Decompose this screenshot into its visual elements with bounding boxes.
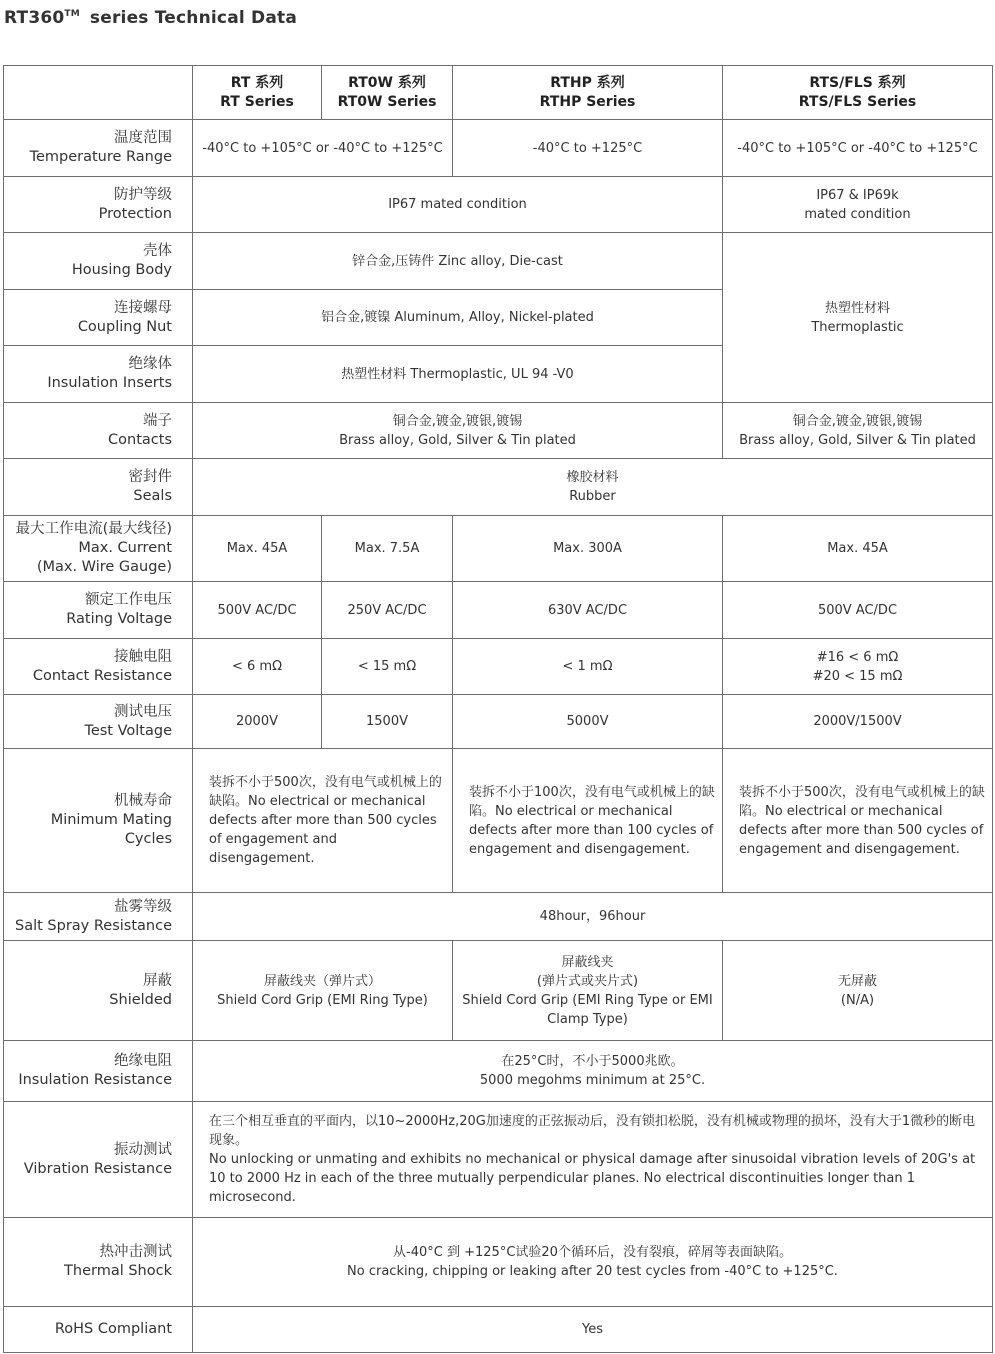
cell-voltage-rt0w: 250V AC/DC <box>322 582 453 639</box>
cell-thermal: 从-40°C 到 +125°C试验20个循环后，没有裂痕，碎屑等表面缺陷。 No cracking, chipping or leaking after 20 test cycles from -40°C to +125°C. <box>193 1218 993 1307</box>
label-salt: 盐雾等级 Salt Spray Resistance <box>4 893 193 941</box>
label-temperature: 温度范围 Temperature Range <box>4 120 193 177</box>
label-resistance: 接触电阻 Contact Resistance <box>4 639 193 695</box>
cell-current-rts: Max. 45A <box>723 516 993 582</box>
cell-resistance-rt0w: < 15 mΩ <box>322 639 453 695</box>
label-housing: 壳体 Housing Body <box>4 233 193 290</box>
cell-resistance-rthp: < 1 mΩ <box>453 639 723 695</box>
cell-resistance-rts: #16 < 6 mΩ #20 < 15 mΩ <box>723 639 993 695</box>
row-current <box>4 516 993 582</box>
cell-rts-material: 热塑性材料 Thermoplastic <box>723 233 993 403</box>
row-thermal <box>4 1218 993 1307</box>
label-mating: 机械寿命 Minimum Mating Cycles <box>4 749 193 893</box>
header-rthp: RTHP 系列 RTHP Series <box>453 66 723 120</box>
cell-voltage-rt: 500V AC/DC <box>193 582 322 639</box>
label-rohs: RoHS Compliant <box>4 1307 193 1353</box>
cell-voltage-rts: 500V AC/DC <box>723 582 993 639</box>
label-contacts: 端子 Contacts <box>4 403 193 459</box>
label-thermal: 热冲击测试 Thermal Shock <box>4 1218 193 1307</box>
label-coupling: 连接螺母 Coupling Nut <box>4 290 193 346</box>
label-shield: 屏蔽 Shielded <box>4 941 193 1041</box>
cell-contacts-rts: 铜合金,镀金,镀银,镀锡 Brass alloy, Gold, Silver & Tin plated <box>723 403 993 459</box>
cell-insres: 在25°C时，不小于5000兆欧。 5000 megohms minimum at 25°C. <box>193 1041 993 1102</box>
cell-seals: 橡胶材料 Rubber <box>193 459 993 516</box>
row-mating <box>4 749 993 893</box>
label-seals: 密封件 Seals <box>4 459 193 516</box>
cell-protection-rt: IP67 mated condition <box>193 177 723 233</box>
label-insulation-resistance: 绝缘电阻 Insulation Resistance <box>4 1041 193 1102</box>
cell-shield-rthp: 屏蔽线夹 (弹片式或夹片式) Shield Cord Grip (EMI Ring Type or EMI Clamp Type) <box>453 941 723 1041</box>
label-test-voltage: 测试电压 Test Voltage <box>4 695 193 749</box>
row-vibration <box>4 1102 993 1218</box>
cell-shield-rt: 屏蔽线夹（弹片式） Shield Cord Grip (EMI Ring Type) <box>193 941 453 1041</box>
cell-temp-rthp: -40°C to +125°C <box>453 120 723 177</box>
label-insulation: 绝缘体 Insulation Inserts <box>4 346 193 403</box>
cell-current-rthp: Max. 300A <box>453 516 723 582</box>
cell-current-rt0w: Max. 7.5A <box>322 516 453 582</box>
cell-contacts-rt: 铜合金,镀金,镀银,镀锡 Brass alloy, Gold, Silver & Tin plated <box>193 403 723 459</box>
row-contacts <box>4 403 993 459</box>
header-rt0w: RT0W 系列 RT0W Series <box>322 66 453 120</box>
row-shield <box>4 941 993 1041</box>
cell-testv-rt0w: 1500V <box>322 695 453 749</box>
row-test-voltage <box>4 695 993 749</box>
cell-testv-rts: 2000V/1500V <box>723 695 993 749</box>
cell-housing: 锌合金,压铸件 Zinc alloy, Die-cast <box>193 233 723 290</box>
cell-resistance-rt: < 6 mΩ <box>193 639 322 695</box>
cell-temp-rt: -40°C to +105°C or -40°C to +125°C <box>193 120 453 177</box>
label-vibration: 振动测试 Vibration Resistance <box>4 1102 193 1218</box>
cell-current-rt: Max. 45A <box>193 516 322 582</box>
header-rt: RT 系列 RT Series <box>193 66 322 120</box>
header-row <box>4 66 993 120</box>
cell-protection-rts: IP67 & IP69k mated condition <box>723 177 993 233</box>
cell-temp-rts: -40°C to +105°C or -40°C to +125°C <box>723 120 993 177</box>
cell-voltage-rthp: 630V AC/DC <box>453 582 723 639</box>
row-salt <box>4 893 993 941</box>
row-temperature <box>4 120 993 177</box>
row-voltage <box>4 582 993 639</box>
cell-vibration: 在三个相互垂直的平面内，以10~2000Hz,20G加速度的正弦振动后，没有锁扣松脱，没有机械或物理的损坏，没有大于1微秒的断电现象。 No unlocking or unmating and exhibits no mechanical or physical damage after sinusoidal vibration levels of 20G's at 10 to 2000 Hz in each of the three mutually perpendicular planes. No electrical discontinuities longer than 1 microsecond. <box>193 1102 993 1218</box>
label-protection: 防护等级 Protection <box>4 177 193 233</box>
label-voltage: 额定工作电压 Rating Voltage <box>4 582 193 639</box>
cell-insulation: 热塑性材料 Thermoplastic, UL 94 -V0 <box>193 346 723 403</box>
page-title: RT360™ series Technical Data <box>4 8 298 28</box>
row-resistance <box>4 639 993 695</box>
header-rts: RTS/FLS 系列 RTS/FLS Series <box>723 66 993 120</box>
cell-salt: 48hour，96hour <box>193 893 993 941</box>
cell-mating-rts: 装拆不小于500次，没有电气或机械上的缺陷。No electrical or mechanical defects after more than 500 cycles of engagement and disengagement. <box>723 749 993 893</box>
header-empty <box>4 66 193 120</box>
row-insulation-resistance <box>4 1041 993 1102</box>
label-current: 最大工作电流(最大线径) Max. Current (Max. Wire Gauge) <box>4 516 193 582</box>
cell-mating-rthp: 装拆不小于100次，没有电气或机械上的缺陷。No electrical or mechanical defects after more than 100 cycles of engagement and disengagement. <box>453 749 723 893</box>
cell-mating-rt: 装拆不小于500次，没有电气或机械上的缺陷。No electrical or mechanical defects after more than 500 cycles of engagement and disengagement. <box>193 749 453 893</box>
cell-rohs: Yes <box>193 1307 993 1353</box>
row-housing <box>4 233 993 290</box>
row-rohs <box>4 1307 993 1353</box>
row-protection <box>4 177 993 233</box>
cell-coupling: 铝合金,镀镍 Aluminum, Alloy, Nickel-plated <box>193 290 723 346</box>
row-seals <box>4 459 993 516</box>
technical-data-table <box>3 65 993 1353</box>
cell-shield-rts: 无屏蔽 (N/A) <box>723 941 993 1041</box>
cell-testv-rt: 2000V <box>193 695 322 749</box>
cell-testv-rthp: 5000V <box>453 695 723 749</box>
